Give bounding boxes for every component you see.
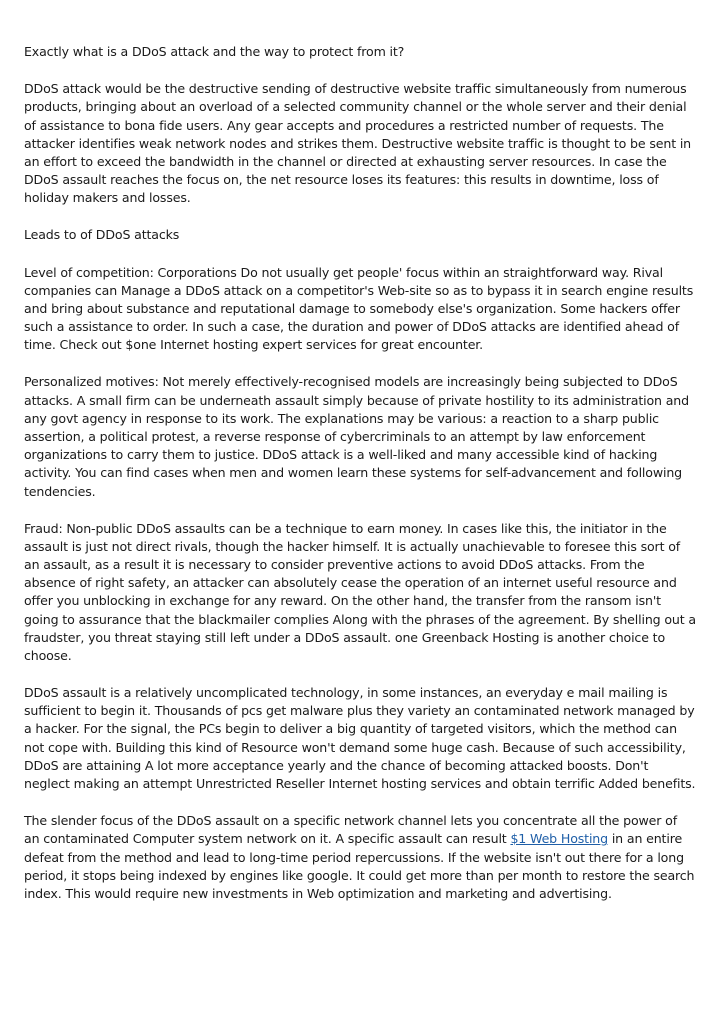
final-paragraph [24,812,696,903]
competition-paragraph: Level of competition: Corporations Do not usually get people' focus within an straightforward way. Rival companies can Manage a DDoS attack on a competitor's Web-site so as to bypass it in search engine results and bring about substance and reputational damage to somebody else's organization. Some hackers offer such a assistance to order. In such a case, the duration and power of DDoS attacks are identified ahead of time. Check out $one Internet hosting expert services for great encounter. [24,264,694,353]
article-title: Exactly what is a DDoS attack and the way to protect from it? [24,44,405,59]
intro-paragraph: DDoS attack would be the destructive sending of destructive website traffic simultaneously from numerous products, bringing about an overload of a selected community channel or the whole server and their denial of assistance to bona fide users. Any gear accepts and procedures a restricted number of requests. The attacker identifies weak network nodes and strikes them. Destructive website traffic is thought to be sent in an effort to exceed the bandwidth in the channel or directed at exhausting server resources. In case the DDoS assault reaches the focus on, the net resource loses its features: this results in downtime, loss of holiday makers and losses. [24,81,692,206]
personal-motives-paragraph: Personalized motives: Not merely effectively-recognised models are increasingly being subjected to DDoS attacks. A small firm can be underneath assault simply because of private hostility to its administration and any govt agency in response to its work. The explanations may be various: a reaction to a sharp public assertion, a political protest, a reverse response of cybercriminals to an attempt by law enforcement organizations to carry them to justice. DDoS attack is a well-liked and many accessible kind of hacking activity. You can find cases when men and women learn these systems for self-advancement and following tendencies. [24,374,689,499]
article-body [24,43,696,922]
web-hosting-link[interactable]: $1 Web Hosting [510,831,608,847]
final-text-before-link: The slender focus of the DDoS assault on a specific network channel lets you concentrate all the power of an contaminated Computer system network on it. A specific assault can result [24,813,678,847]
final-text-after-link: in an entire defeat from the method and lead to long-time period repercussions. If the website isn't out there for a long period, it stops being indexed by engines like google. It could get more than per month to restore the search index. This would require new investments in Web optimization and marketing and advertising. [24,831,695,901]
technology-paragraph: DDoS assault is a relatively uncomplicated technology, in some instances, an everyday e mail mailing is sufficient to begin it. Thousands of pcs get malware plus they variety an contaminated network managed by a hacker. For the signal, the PCs begin to deliver a big quantity of targeted visitors, which the method can not cope with. Building this kind of Resource won't demand some huge cash. Because of such accessibility, DDoS are attaining A lot more acceptance yearly and the chance of becoming attacked boosts. Don't neglect making an attempt Unrestricted Reseller Internet hosting services and obtain terrific Added benefits. [24,685,696,792]
fraud-paragraph: Fraud: Non-public DDoS assaults can be a technique to earn money. In cases like this, the initiator in the assault is just not direct rivals, though the hacker himself. It is actually unachievable to foresee this sort of an assault, as a result it is necessary to consider preventive actions to avoid DDoS attacks. From the absence of right safety, an attacker can absolutely cease the operation of an internet useful resource and offer you unblocking in exchange for any reward. On the other hand, the transfer from the ransom isn't going to assurance that the blackmailer complies Along with the phrases of the agreement. By shelling out a fraudster, you threat staying still left under a DDoS assault. one Greenback Hosting is another choice to choose. [24,520,696,664]
section-heading-causes: Leads to of DDoS attacks [24,227,180,243]
